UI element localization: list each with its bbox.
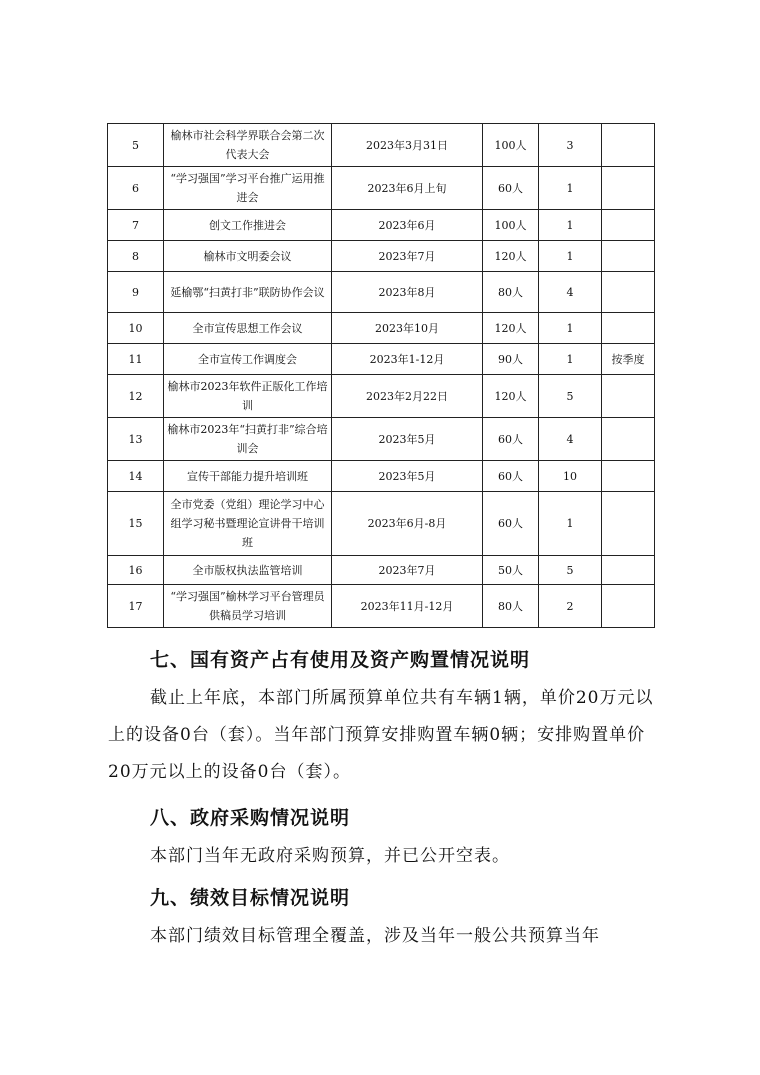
- cell-note: [602, 272, 655, 313]
- meetings-table-body: [108, 124, 655, 628]
- cell-date: 2023年6月-8月: [332, 492, 483, 556]
- table-row: [108, 492, 655, 556]
- cell-date: 2023年2月22日: [332, 375, 483, 418]
- cell-people: 120人: [483, 313, 539, 344]
- cell-no: 12: [108, 375, 164, 418]
- section7-text: 截止上年底，本部门所属预算单位共有车辆1辆，单价20万元以上的设备0台（套）。当年部门预算安排购置车辆0辆；安排购置单价20万元以上的设备0台（套）。: [108, 688, 654, 782]
- cell-no: 7: [108, 210, 164, 241]
- cell-date: 2023年11月-12月: [332, 585, 483, 628]
- table-row: [108, 461, 655, 492]
- cell-date: 2023年3月31日: [332, 124, 483, 167]
- cell-people: 100人: [483, 124, 539, 167]
- table-row: [108, 272, 655, 313]
- cell-note: [602, 167, 655, 210]
- cell-days: 1: [539, 210, 602, 241]
- table-row: [108, 124, 655, 167]
- cell-name: 榆林市社会科学界联合会第二次代表大会: [164, 124, 332, 167]
- cell-no: 5: [108, 124, 164, 167]
- cell-date: 2023年5月: [332, 418, 483, 461]
- cell-days: 2: [539, 585, 602, 628]
- cell-days: 1: [539, 344, 602, 375]
- cell-date: 2023年6月: [332, 210, 483, 241]
- cell-people: 80人: [483, 585, 539, 628]
- table-row: [108, 375, 655, 418]
- cell-name: 全市党委（党组）理论学习中心组学习秘书暨理论宣讲骨干培训班: [164, 492, 332, 556]
- cell-no: 9: [108, 272, 164, 313]
- cell-note: [602, 124, 655, 167]
- cell-no: 16: [108, 556, 164, 585]
- cell-people: 120人: [483, 375, 539, 418]
- cell-days: 1: [539, 241, 602, 272]
- cell-note: [602, 375, 655, 418]
- cell-date: 2023年1-12月: [332, 344, 483, 375]
- cell-note: [602, 210, 655, 241]
- cell-date: 2023年8月: [332, 272, 483, 313]
- cell-people: 50人: [483, 556, 539, 585]
- cell-name: 全市宣传思想工作会议: [164, 313, 332, 344]
- cell-date: 2023年7月: [332, 556, 483, 585]
- cell-name: 创文工作推进会: [164, 210, 332, 241]
- cell-name: 延榆鄂“扫黄打非”联防协作会议: [164, 272, 332, 313]
- cell-days: 4: [539, 272, 602, 313]
- meetings-table: [107, 123, 655, 628]
- cell-days: 1: [539, 492, 602, 556]
- cell-no: 8: [108, 241, 164, 272]
- cell-no: 15: [108, 492, 164, 556]
- section8-text: 本部门当年无政府采购预算，并已公开空表。: [150, 846, 510, 866]
- table-row: [108, 344, 655, 375]
- cell-name: 榆林市2023年“扫黄打非”综合培训会: [164, 418, 332, 461]
- cell-date: 2023年10月: [332, 313, 483, 344]
- cell-note: [602, 492, 655, 556]
- section7-heading: 七、国有资产占有使用及资产购置情况说明: [150, 649, 531, 671]
- table-row: [108, 313, 655, 344]
- cell-days: 5: [539, 375, 602, 418]
- table-row: [108, 556, 655, 585]
- cell-no: 17: [108, 585, 164, 628]
- cell-days: 10: [539, 461, 602, 492]
- cell-note: [602, 241, 655, 272]
- cell-people: 60人: [483, 492, 539, 556]
- cell-date: 2023年6月上旬: [332, 167, 483, 210]
- table-row: [108, 241, 655, 272]
- cell-people: 60人: [483, 461, 539, 492]
- section8-heading: 八、政府采购情况说明: [150, 807, 351, 829]
- cell-date: 2023年7月: [332, 241, 483, 272]
- cell-name: 榆林市2023年软件正版化工作培训: [164, 375, 332, 418]
- cell-days: 1: [539, 167, 602, 210]
- cell-no: 14: [108, 461, 164, 492]
- cell-note: [602, 585, 655, 628]
- cell-note: 按季度: [602, 344, 655, 375]
- cell-people: 60人: [483, 418, 539, 461]
- cell-no: 11: [108, 344, 164, 375]
- cell-people: 90人: [483, 344, 539, 375]
- section9-text: 本部门绩效目标管理全覆盖，涉及当年一般公共预算当年: [150, 926, 600, 946]
- cell-name: 宣传干部能力提升培训班: [164, 461, 332, 492]
- cell-name: “学习强国”学习平台推广运用推进会: [164, 167, 332, 210]
- cell-people: 60人: [483, 167, 539, 210]
- cell-people: 80人: [483, 272, 539, 313]
- cell-name: 榆林市文明委会议: [164, 241, 332, 272]
- cell-days: 5: [539, 556, 602, 585]
- cell-name: “学习强国”榆林学习平台管理员供稿员学习培训: [164, 585, 332, 628]
- cell-note: [602, 556, 655, 585]
- cell-people: 120人: [483, 241, 539, 272]
- cell-name: 全市版权执法监管培训: [164, 556, 332, 585]
- table-row: [108, 418, 655, 461]
- cell-note: [602, 418, 655, 461]
- section9-heading: 九、绩效目标情况说明: [150, 887, 351, 909]
- cell-name: 全市宣传工作调度会: [164, 344, 332, 375]
- table-row: [108, 585, 655, 628]
- cell-days: 1: [539, 313, 602, 344]
- cell-people: 100人: [483, 210, 539, 241]
- cell-no: 10: [108, 313, 164, 344]
- cell-days: 4: [539, 418, 602, 461]
- cell-date: 2023年5月: [332, 461, 483, 492]
- cell-note: [602, 461, 655, 492]
- cell-no: 13: [108, 418, 164, 461]
- table-row: [108, 167, 655, 210]
- cell-note: [602, 313, 655, 344]
- cell-days: 3: [539, 124, 602, 167]
- table-row: [108, 210, 655, 241]
- cell-no: 6: [108, 167, 164, 210]
